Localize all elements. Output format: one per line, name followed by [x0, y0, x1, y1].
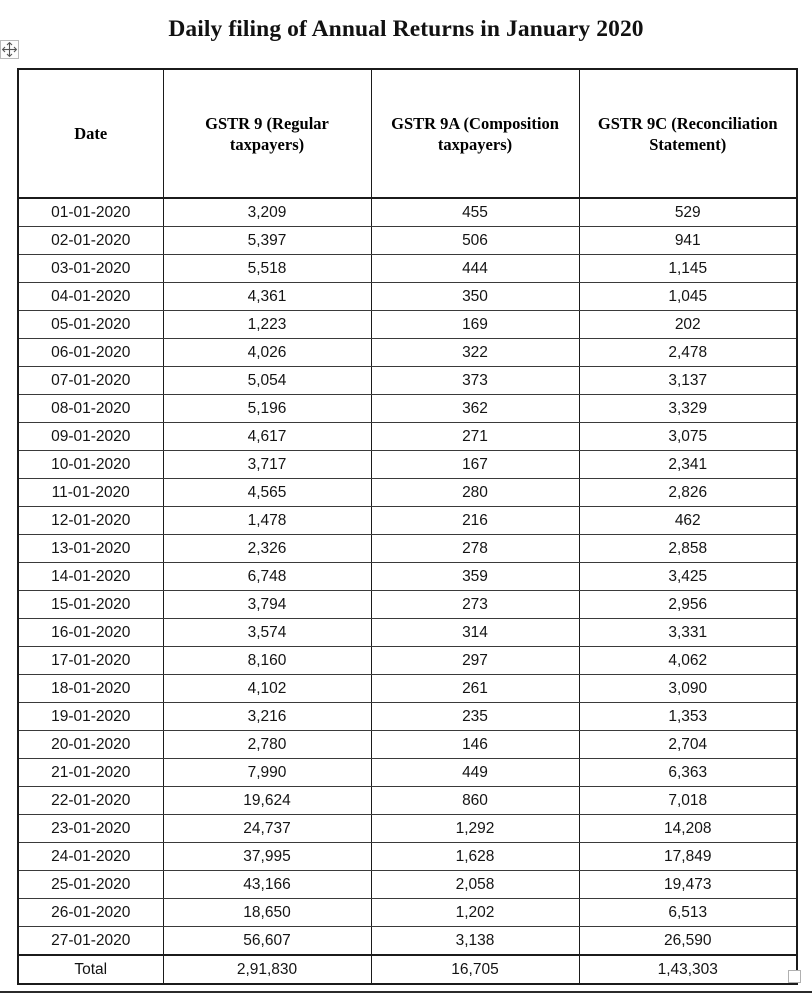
cell-gstr9a: 1,628 — [371, 843, 579, 871]
cell-date: 02-01-2020 — [18, 227, 163, 255]
cell-gstr9: 5,518 — [163, 255, 371, 283]
cell-gstr9c: 17,849 — [579, 843, 797, 871]
cell-gstr9c: 3,331 — [579, 619, 797, 647]
cell-gstr9a: 280 — [371, 479, 579, 507]
table-row — [18, 563, 797, 591]
cell-date: 23-01-2020 — [18, 815, 163, 843]
cell-date: 04-01-2020 — [18, 283, 163, 311]
page-boundary-rule — [0, 991, 812, 993]
table-row — [18, 759, 797, 787]
total-cell-gstr9c: 1,43,303 — [579, 955, 797, 984]
table-row — [18, 787, 797, 815]
cell-gstr9c: 1,045 — [579, 283, 797, 311]
cell-gstr9c: 3,137 — [579, 367, 797, 395]
cell-gstr9: 4,565 — [163, 479, 371, 507]
move-cross-icon — [1, 41, 18, 58]
cell-gstr9c: 2,341 — [579, 451, 797, 479]
cell-gstr9a: 444 — [371, 255, 579, 283]
cell-gstr9: 5,397 — [163, 227, 371, 255]
cell-gstr9: 3,216 — [163, 703, 371, 731]
table-header — [18, 69, 797, 198]
cell-date: 26-01-2020 — [18, 899, 163, 927]
table-row — [18, 591, 797, 619]
cell-date: 08-01-2020 — [18, 395, 163, 423]
cell-gstr9a: 235 — [371, 703, 579, 731]
cell-date: 17-01-2020 — [18, 647, 163, 675]
cell-gstr9c: 529 — [579, 198, 797, 227]
cell-gstr9a: 860 — [371, 787, 579, 815]
cell-gstr9c: 462 — [579, 507, 797, 535]
table-row — [18, 227, 797, 255]
cell-date: 24-01-2020 — [18, 843, 163, 871]
table-row — [18, 815, 797, 843]
cell-gstr9c: 2,704 — [579, 731, 797, 759]
table-row — [18, 255, 797, 283]
cell-gstr9c: 202 — [579, 311, 797, 339]
table-row — [18, 675, 797, 703]
cell-date: 21-01-2020 — [18, 759, 163, 787]
cell-gstr9: 2,326 — [163, 535, 371, 563]
cell-gstr9a: 350 — [371, 283, 579, 311]
column-header-gstr9a: GSTR 9A (Composition taxpayers) — [371, 69, 579, 198]
cell-gstr9: 24,737 — [163, 815, 371, 843]
cell-gstr9a: 506 — [371, 227, 579, 255]
table-row — [18, 843, 797, 871]
cell-gstr9: 4,361 — [163, 283, 371, 311]
cell-date: 10-01-2020 — [18, 451, 163, 479]
cell-gstr9: 2,780 — [163, 731, 371, 759]
cell-date: 22-01-2020 — [18, 787, 163, 815]
cell-gstr9: 3,717 — [163, 451, 371, 479]
column-header-date: Date — [18, 69, 163, 198]
table-row — [18, 423, 797, 451]
total-cell-gstr9: 2,91,830 — [163, 955, 371, 984]
cell-date: 18-01-2020 — [18, 675, 163, 703]
cell-gstr9: 43,166 — [163, 871, 371, 899]
table-row — [18, 535, 797, 563]
cell-gstr9a: 2,058 — [371, 871, 579, 899]
cell-date: 20-01-2020 — [18, 731, 163, 759]
cell-date: 01-01-2020 — [18, 198, 163, 227]
cell-gstr9a: 146 — [371, 731, 579, 759]
cell-gstr9c: 6,513 — [579, 899, 797, 927]
table-row — [18, 479, 797, 507]
cell-gstr9a: 271 — [371, 423, 579, 451]
cell-date: 25-01-2020 — [18, 871, 163, 899]
table-row — [18, 647, 797, 675]
cell-date: 13-01-2020 — [18, 535, 163, 563]
cell-gstr9a: 3,138 — [371, 927, 579, 956]
cell-date: 27-01-2020 — [18, 927, 163, 956]
table-body — [18, 198, 797, 984]
cell-date: 11-01-2020 — [18, 479, 163, 507]
cell-gstr9c: 7,018 — [579, 787, 797, 815]
table-row — [18, 871, 797, 899]
cell-date: 16-01-2020 — [18, 619, 163, 647]
cell-gstr9: 1,478 — [163, 507, 371, 535]
returns-table-container — [17, 68, 796, 985]
table-row — [18, 899, 797, 927]
table-row — [18, 395, 797, 423]
cell-gstr9a: 216 — [371, 507, 579, 535]
cell-gstr9: 18,650 — [163, 899, 371, 927]
table-row — [18, 339, 797, 367]
cell-gstr9: 5,196 — [163, 395, 371, 423]
cell-date: 09-01-2020 — [18, 423, 163, 451]
total-cell-gstr9a: 16,705 — [371, 955, 579, 984]
cell-date: 05-01-2020 — [18, 311, 163, 339]
cell-gstr9c: 3,090 — [579, 675, 797, 703]
table-row — [18, 198, 797, 227]
cell-gstr9: 4,026 — [163, 339, 371, 367]
cell-date: 07-01-2020 — [18, 367, 163, 395]
cell-gstr9: 5,054 — [163, 367, 371, 395]
column-header-gstr9: GSTR 9 (Regular taxpayers) — [163, 69, 371, 198]
cell-gstr9c: 2,478 — [579, 339, 797, 367]
page-title: Daily filing of Annual Returns in January 2020 — [168, 16, 644, 42]
cell-gstr9a: 261 — [371, 675, 579, 703]
table-row — [18, 703, 797, 731]
table-row — [18, 311, 797, 339]
cell-gstr9c: 6,363 — [579, 759, 797, 787]
cell-date: 03-01-2020 — [18, 255, 163, 283]
cell-gstr9: 4,617 — [163, 423, 371, 451]
cell-gstr9: 4,102 — [163, 675, 371, 703]
table-row — [18, 507, 797, 535]
cell-date: 19-01-2020 — [18, 703, 163, 731]
table-resize-handle[interactable] — [788, 970, 801, 983]
cell-gstr9: 3,209 — [163, 198, 371, 227]
cell-date: 12-01-2020 — [18, 507, 163, 535]
cell-gstr9c: 14,208 — [579, 815, 797, 843]
cell-gstr9a: 169 — [371, 311, 579, 339]
cell-gstr9c: 2,826 — [579, 479, 797, 507]
cell-gstr9a: 273 — [371, 591, 579, 619]
cell-gstr9a: 455 — [371, 198, 579, 227]
cell-gstr9a: 314 — [371, 619, 579, 647]
total-cell-date: Total — [18, 955, 163, 984]
cell-gstr9c: 1,145 — [579, 255, 797, 283]
table-row — [18, 451, 797, 479]
cell-gstr9a: 449 — [371, 759, 579, 787]
table-row — [18, 283, 797, 311]
cell-gstr9: 3,574 — [163, 619, 371, 647]
cell-gstr9a: 362 — [371, 395, 579, 423]
cell-gstr9c: 941 — [579, 227, 797, 255]
cell-gstr9c: 19,473 — [579, 871, 797, 899]
cell-gstr9c: 3,329 — [579, 395, 797, 423]
header-row — [18, 69, 797, 198]
cell-gstr9: 56,607 — [163, 927, 371, 956]
daily-filing-table — [17, 68, 798, 985]
cell-gstr9a: 297 — [371, 647, 579, 675]
cell-gstr9: 8,160 — [163, 647, 371, 675]
cell-gstr9a: 1,202 — [371, 899, 579, 927]
cell-gstr9c: 2,956 — [579, 591, 797, 619]
cell-date: 06-01-2020 — [18, 339, 163, 367]
cell-gstr9: 19,624 — [163, 787, 371, 815]
cell-gstr9a: 167 — [371, 451, 579, 479]
cell-gstr9a: 373 — [371, 367, 579, 395]
cell-date: 15-01-2020 — [18, 591, 163, 619]
cell-gstr9: 7,990 — [163, 759, 371, 787]
cell-gstr9a: 359 — [371, 563, 579, 591]
cell-gstr9c: 3,425 — [579, 563, 797, 591]
table-row — [18, 619, 797, 647]
table-total-row — [18, 955, 797, 984]
table-move-handle[interactable] — [0, 40, 19, 59]
table-row — [18, 927, 797, 956]
table-row — [18, 367, 797, 395]
cell-gstr9: 1,223 — [163, 311, 371, 339]
table-row — [18, 731, 797, 759]
cell-gstr9c: 2,858 — [579, 535, 797, 563]
column-header-gstr9c: GSTR 9C (Reconciliation Statement) — [579, 69, 797, 198]
cell-gstr9a: 1,292 — [371, 815, 579, 843]
cell-date: 14-01-2020 — [18, 563, 163, 591]
cell-gstr9c: 26,590 — [579, 927, 797, 956]
cell-gstr9: 37,995 — [163, 843, 371, 871]
cell-gstr9c: 3,075 — [579, 423, 797, 451]
cell-gstr9a: 322 — [371, 339, 579, 367]
cell-gstr9: 6,748 — [163, 563, 371, 591]
cell-gstr9c: 4,062 — [579, 647, 797, 675]
cell-gstr9: 3,794 — [163, 591, 371, 619]
cell-gstr9a: 278 — [371, 535, 579, 563]
cell-gstr9c: 1,353 — [579, 703, 797, 731]
